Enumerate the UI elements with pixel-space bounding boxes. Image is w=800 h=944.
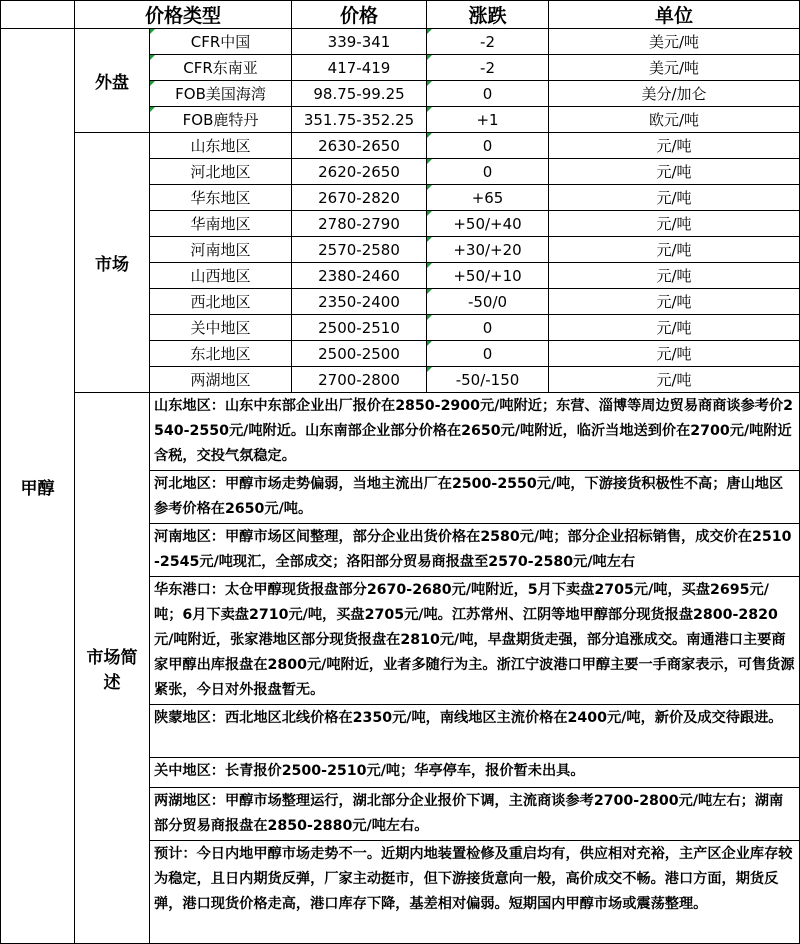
unit-cell: 元/吨 — [549, 237, 800, 263]
price-cell: 2500-2510 — [292, 315, 427, 341]
unit-cell: 欧元/吨 — [549, 107, 800, 133]
region-cell: 山东地区 — [150, 133, 292, 159]
unit-cell: 元/吨 — [549, 211, 800, 237]
unit-cell: 元/吨 — [549, 367, 800, 393]
change-cell: 0 — [427, 81, 549, 107]
unit-cell: 美分/加仑 — [549, 81, 800, 107]
unit-cell: 美元/吨 — [549, 29, 800, 55]
change-cell: -50/0 — [427, 289, 549, 315]
change-cell: -50/-150 — [427, 367, 549, 393]
price-cell: 417-419 — [292, 55, 427, 81]
price-cell: 2620-2650 — [292, 159, 427, 185]
region-cell: 东北地区 — [150, 341, 292, 367]
header-price: 价格 — [292, 1, 427, 29]
summary-label: 市场简述 — [75, 393, 150, 944]
note-guanzhong: 关中地区：长青报价2500-2510元/吨；华亭停车，报价暂未出具。 — [150, 758, 800, 788]
price-cell: 2670-2820 — [292, 185, 427, 211]
price-cell: 2380-2460 — [292, 263, 427, 289]
market-label: 市场 — [75, 133, 150, 393]
change-cell: 0 — [427, 315, 549, 341]
unit-cell: 元/吨 — [549, 159, 800, 185]
region-cell: 两湖地区 — [150, 367, 292, 393]
unit-cell: 元/吨 — [549, 315, 800, 341]
note-lianghu: 两湖地区：甲醇市场整理运行，湖北部分企业报价下调，主流商谈参考2700-2800元/吨左右；湖南部分贸易商报盘在2850-2880元/吨左右。 — [150, 788, 800, 841]
region-cell: 关中地区 — [150, 315, 292, 341]
note-shaanxi-mongolia: 陕蒙地区：西北地区北线价格在2350元/吨，南线地区主流价格在2400元/吨，新价及成交待跟进。 — [150, 705, 800, 758]
price-cell: 339-341 — [292, 29, 427, 55]
region-cell: 山西地区 — [150, 263, 292, 289]
note-shandong: 山东地区：山东中东部企业出厂报价在2850-2900元/吨附近；东营、淄博等周边贸易商商谈参考价2540-2550元/吨附近。山东南部企业部分价格在2650元/吨附近，临沂当地送到价在2700元/吨附近含税，交投气氛稳定。 — [150, 393, 800, 471]
header-type: 价格类型 — [75, 1, 292, 29]
region-cell: 华东地区 — [150, 185, 292, 211]
region-cell: 西北地区 — [150, 289, 292, 315]
price-cell: 2350-2400 — [292, 289, 427, 315]
note-row — [1, 393, 800, 471]
unit-cell: 元/吨 — [549, 133, 800, 159]
unit-cell: 美元/吨 — [549, 55, 800, 81]
table-row — [1, 133, 800, 159]
change-cell: +50/+40 — [427, 211, 549, 237]
unit-cell: 元/吨 — [549, 341, 800, 367]
change-cell: +1 — [427, 107, 549, 133]
change-cell: 0 — [427, 341, 549, 367]
table-row — [1, 29, 800, 55]
note-east-china-port: 华东港口：太仓甲醇现货报盘部分2670-2680元/吨附近，5月下卖盘2705元/吨，买盘2695元/吨；6月下卖盘2710元/吨，买盘2705元/吨。江苏常州、江阴等地甲醇部分现货报盘2800-2820元/吨附近，张家港地区部分现货报盘在2810元/吨，早盘期货走强，部分追涨成交。南通港口主要商家甲醇出库报盘在2800元/吨附近，业者多随行为主。浙江宁波港口甲醇主要一手商家表示，可售货源紧张，今日对外报盘暂无。 — [150, 577, 800, 705]
region-cell: 华南地区 — [150, 211, 292, 237]
price-cell: 2630-2650 — [292, 133, 427, 159]
price-cell: 2570-2580 — [292, 237, 427, 263]
product-cell: 甲醇 — [1, 29, 75, 944]
unit-cell: 元/吨 — [549, 289, 800, 315]
price-cell: 2780-2790 — [292, 211, 427, 237]
corner-cell — [1, 1, 75, 29]
region-cell: FOB鹿特丹 — [150, 107, 292, 133]
price-cell: 2500-2500 — [292, 341, 427, 367]
change-cell: 0 — [427, 133, 549, 159]
price-cell: 351.75-352.25 — [292, 107, 427, 133]
region-cell: 河南地区 — [150, 237, 292, 263]
external-label: 外盘 — [75, 29, 150, 133]
change-cell: +30/+20 — [427, 237, 549, 263]
change-cell: 0 — [427, 159, 549, 185]
price-cell: 98.75-99.25 — [292, 81, 427, 107]
region-cell: FOB美国海湾 — [150, 81, 292, 107]
unit-cell: 元/吨 — [549, 263, 800, 289]
note-hebei: 河北地区：甲醇市场走势偏弱，当地主流出厂在2500-2550元/吨，下游接货积极性不高；唐山地区参考价格在2650元/吨。 — [150, 471, 800, 524]
note-forecast: 预计：今日内地甲醇市场走势不一。近期内地装置检修及重启均有，供应相对充裕，主产区企业库存较为稳定，且日内期货反弹，厂家主动挺市，但下游接货意向一般，高价成交不畅。港口方面，期货反弹，港口现货价格走高，港口库存下降，基差相对偏弱。短期国内甲醇市场或震荡整理。 — [150, 841, 800, 944]
note-henan: 河南地区：甲醇市场区间整理，部分企业出货价格在2580元/吨；部分企业招标销售，成交价在2510-2545元/吨现汇，全部成交；洛阳部分贸易商报盘至2570-2580元/吨左右 — [150, 524, 800, 577]
change-cell: -2 — [427, 55, 549, 81]
header-unit: 单位 — [549, 1, 800, 29]
change-cell: +65 — [427, 185, 549, 211]
region-cell: CFR中国 — [150, 29, 292, 55]
header-row — [1, 1, 800, 29]
header-change: 涨跌 — [427, 1, 549, 29]
region-cell: 河北地区 — [150, 159, 292, 185]
change-cell: +50/+10 — [427, 263, 549, 289]
unit-cell: 元/吨 — [549, 185, 800, 211]
change-cell: -2 — [427, 29, 549, 55]
price-cell: 2700-2800 — [292, 367, 427, 393]
region-cell: CFR东南亚 — [150, 55, 292, 81]
